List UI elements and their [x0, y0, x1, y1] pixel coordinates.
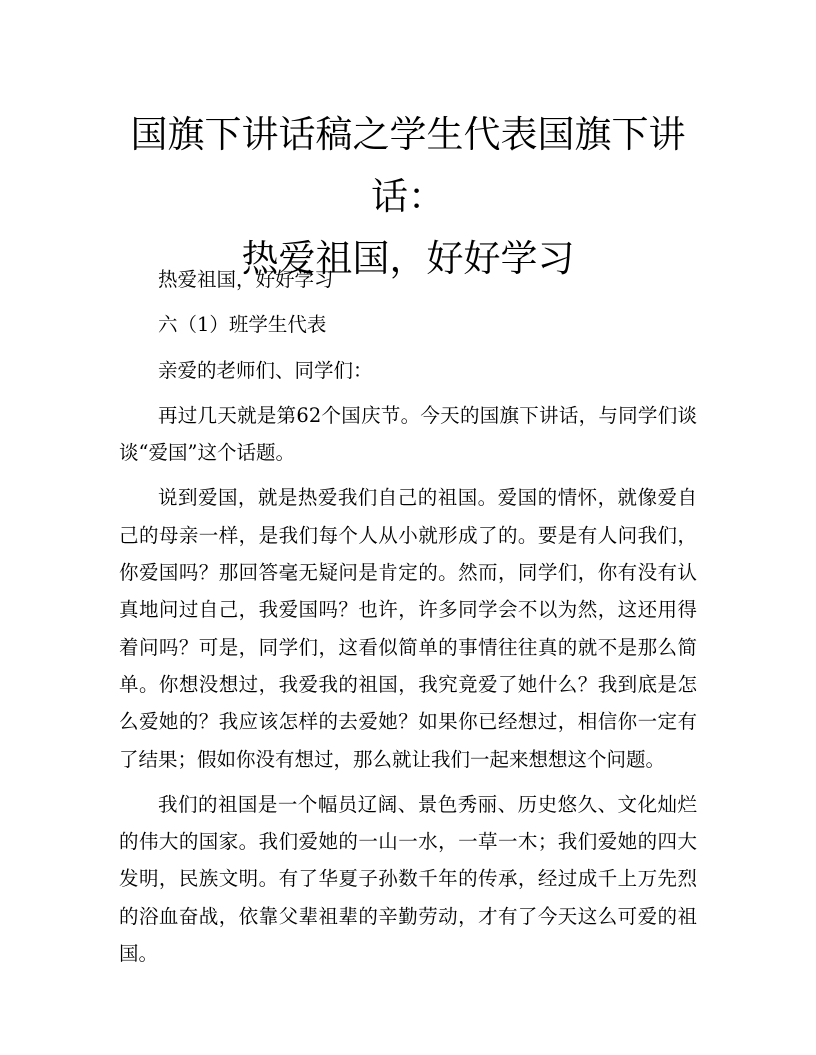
title-line-2: 热爱祖国，好好学习: [241, 237, 575, 280]
title-line-1: 国旗下讲话稿之学生代表国旗下讲话：: [130, 113, 686, 218]
document-body: [119, 261, 697, 972]
paragraph-greeting: 亲爱的老师们、同学们：: [158, 358, 373, 382]
paragraph-motherland: 我们的祖国是一个幅员辽阔、景色秀丽、历史悠久、文化灿烂的伟大的国家。我们爱她的一山一水，一草一木；我们爱她的四大发明，民族文明。有了华夏子孙数千年的传承，经过成千上万先烈的浴血奋战，依靠父辈祖辈的辛勤劳动，才有了今天这么可爱的祖国。: [119, 792, 697, 966]
paragraph-class-representative: 六（1）班学生代表: [158, 313, 327, 337]
paragraph-patriotism: 说到爱国，就是热爱我们自己的祖国。爱国的情怀，就像爱自己的母亲一样，是我们每个人从小就形成了的。要是有人问我们，你爱国吗？那回答毫无疑问是肯定的。然而，同学们，你有没有认真地问过自己，我爱国吗？也许，许多同学会不以为然，这还用得着问吗？可是，同学们，这看似简单的事情往往真的就不是那么简单。你想没想过，我爱我的祖国，我究竟爱了她什么？我到底是怎么爱她的？我应该怎样的去爱她？如果你已经想过，相信你一定有了结果；假如你没有想过，那么就让我们一起来想想这个问题。: [119, 486, 697, 771]
paragraph-heading: 热爱祖国，好好学习: [158, 268, 334, 291]
paragraph-intro: 再过几天就是第62个国庆节。今天的国旗下讲话，与同学们谈谈“爱国”这个话题。: [119, 403, 697, 465]
